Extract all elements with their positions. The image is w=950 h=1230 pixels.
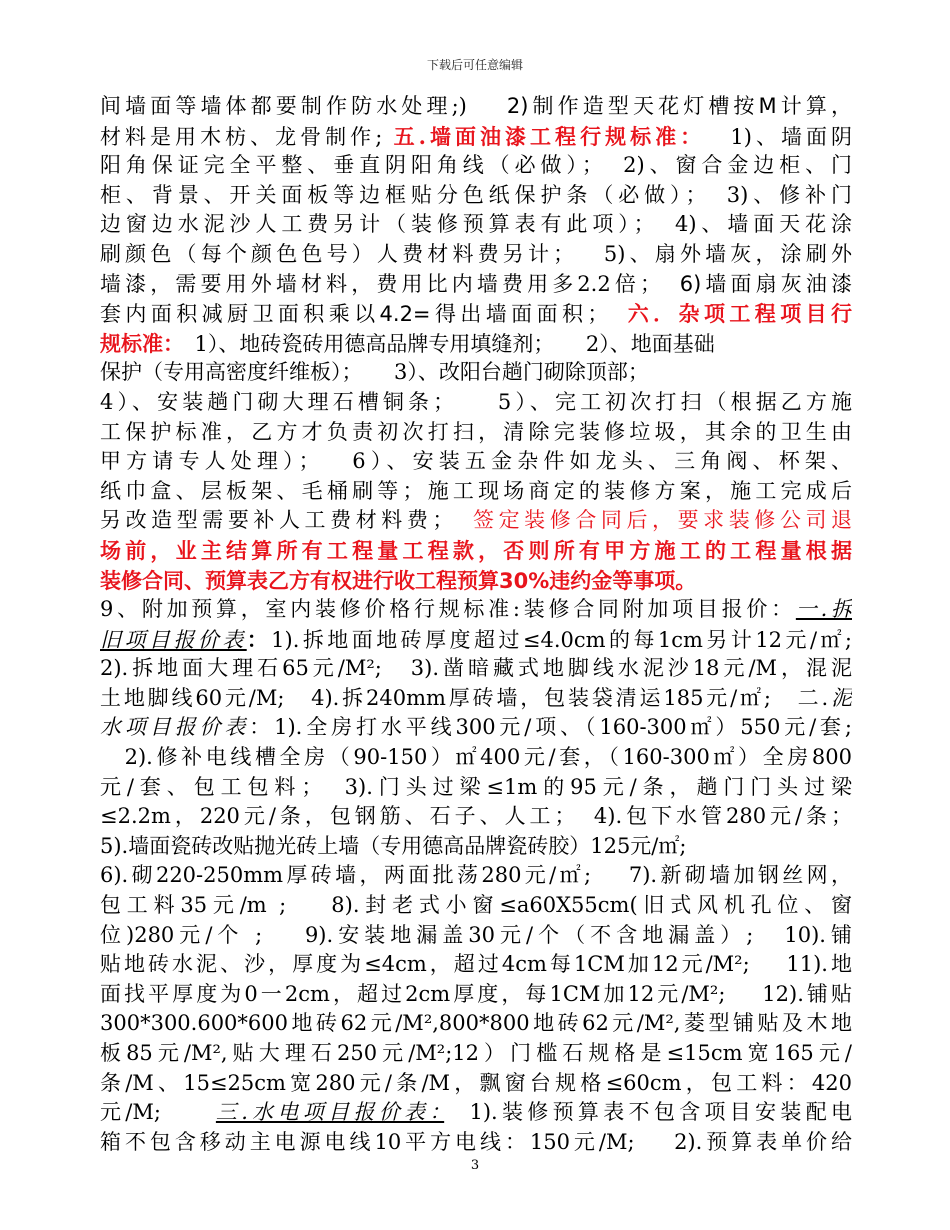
text-run: 制作造型天花灯槽按 (528, 94, 759, 118)
text-run: 计算， (776, 94, 852, 118)
text-line (100, 743, 852, 773)
text-run: 违约金等事项。 (549, 567, 697, 593)
text-run: 1).拆地面地砖厚度超过≤4.0cm的每1cm另计12元/㎡; (271, 627, 852, 652)
text-line (100, 773, 852, 803)
text-run: 三.水电项目报价表： (215, 1100, 445, 1125)
text-line (100, 802, 852, 832)
text-run: 2).拆地面大理石65元/M²; 3).凿暗藏式地脚线水泥沙18元/M，混泥 (100, 656, 852, 681)
text-run: 2) (506, 94, 529, 118)
text-run: 六．杂项工程项目行 (627, 301, 852, 327)
text-line (100, 92, 852, 122)
text-run: 水项目报价表 (100, 715, 250, 740)
text-run: 9、附加预算，室内装修价格行规标准:装修合同附加项目报价： (100, 597, 796, 622)
document-body (100, 92, 852, 1157)
text-run: 旧项目报价表 (100, 627, 247, 652)
page-header: 下载后可任意编辑 (426, 58, 523, 72)
text-run: 墙面扇灰油漆 (701, 271, 852, 296)
text-run: 纸巾盒、层板架、毛桶刷等；施工现场商定的装修方案，施工完成后 (100, 478, 852, 503)
text-line (100, 861, 852, 891)
page-number: 3 (470, 1158, 480, 1173)
text-run: 1)、墙面阴 (694, 124, 852, 149)
text-line (100, 1098, 852, 1128)
text-run: 间墙面等墙体都要制作防水处理;) (100, 94, 507, 118)
text-line (100, 1009, 852, 1039)
text-line (100, 181, 852, 211)
text-run: 条/M、15≤25cm宽280元/条/M，飘窗台规格≤60cm，包工料：420 (100, 1070, 852, 1095)
text-line (100, 832, 852, 862)
text-line (100, 329, 852, 359)
text-run: 得出墙面面积； (430, 302, 628, 327)
text-line (100, 151, 852, 181)
text-run: 板85元/M²,贴大理石250元/M²;12）门槛石规格是≤15cm宽165元/ (100, 1041, 852, 1065)
text-run: 材料是用木枋、龙骨制作; (100, 124, 383, 149)
text-run: 6) (679, 271, 702, 296)
text-line (100, 477, 852, 507)
text-run: 6).砌220-250mm厚砖墙，两面批荡280元/㎡; 7).新砌墙加钢丝网， (100, 863, 852, 888)
text-run: ： (246, 626, 272, 652)
text-line (100, 713, 852, 743)
text-line (100, 950, 852, 980)
text-line (100, 506, 852, 536)
text-line (100, 358, 852, 388)
text-run: ≤2.2m，220元/条，包钢筋、石子、人工； 4).包下水管280元/条； (100, 804, 852, 829)
text-line (100, 210, 852, 240)
text-run: 面找平厚度为0一2cm，超过2cm厚度，每1CM加12元/M²; 12).铺贴 (100, 981, 852, 1006)
text-run: 甲方请专人处理）； 6）、安装五金杂件如龙头、三角阀、杯架、 (100, 449, 852, 474)
text-run: 贴地砖水泥、沙，厚度为≤4cm，超过4cm每1CM加12元/M²; 11).地 (100, 952, 852, 977)
text-run: 1).装修预算表不包含项目安装配电 (444, 1100, 852, 1125)
text-run: 阳角保证完全平整、垂直阴阳角线（必做）； 2)、窗合金边柜、门 (100, 153, 852, 178)
text-run: 装修合同、预算表乙方有权进行收工程预算 (100, 567, 499, 593)
text-run: 4）、安装趟门砌大理石槽铜条； 5）、完工初次打扫（根据乙方施 (100, 389, 852, 414)
text-line (100, 980, 852, 1010)
text-run: 300*300.600*600地砖62元/M²,800*800地砖62元/M²,菱型铺贴及木地 (100, 1011, 852, 1036)
text-run: 包工料35元/m ; 8).封老式小窗≤a60X55cm(旧式风机孔位、窗 (100, 893, 852, 918)
text-line (100, 1069, 852, 1099)
text-run: 一.拆 (795, 597, 852, 622)
text-line (100, 447, 852, 477)
text-line (100, 566, 852, 596)
text-line (100, 240, 852, 270)
text-run: 五.墙面油漆工程行规标准： (382, 123, 695, 149)
text-run: 30% (499, 568, 550, 593)
text-line (100, 536, 852, 566)
text-line (100, 270, 852, 300)
text-run: 刷颜色（每个颜色色号）人费材料费另计； 5)、扇外墙灰，涂刷外 (100, 241, 852, 266)
text-run: 保护（专用高密度纤维板）； 3）、改阳台趟门砌除顶部； (100, 360, 649, 385)
text-line (100, 625, 852, 655)
text-run: 5).墙面瓷砖改贴抛光砖上墙（专用德高品牌瓷砖胶）125元/㎡; (100, 833, 687, 858)
text-run: 箱不包含移动主电源电线10平方电线：150元/M; 2).预算表单价给 (100, 1129, 852, 1154)
text-line (100, 921, 852, 951)
text-line (100, 684, 852, 714)
text-line (100, 299, 852, 329)
text-run: 土地脚线60元/M; 4).拆240mm厚砖墙，包装袋清运185元/㎡; 二. (100, 685, 829, 710)
text-line (100, 595, 852, 625)
text-run: M (758, 94, 777, 118)
text-run: 墙漆，需要用外墙材料，费用比内墙费用多2.2倍； (100, 271, 680, 296)
text-run: ：1).全房打水平线300元/项、（160-300㎡）550元/套; (249, 715, 852, 740)
text-run: 套内面积减厨卫面积乘以 (100, 302, 380, 327)
text-run: 2).修补电线槽全房（90-150）㎡400元/套，（160-300㎡）全房800 (100, 745, 852, 770)
text-line (100, 1128, 852, 1158)
text-line (100, 654, 852, 684)
text-run: 元/M; (100, 1100, 216, 1125)
text-run: 柜、背景、开关面板等边框贴分色纸保护条（必做）； 3)、修补门 (100, 182, 852, 207)
text-run: 泥 (828, 685, 852, 710)
text-run: 工保护标准，乙方才负责初次打扫，清除完装修垃圾，其余的卫生由 (100, 419, 852, 444)
text-run: 边窗边水泥沙人工费另计（装修预算表有此项）； 4)、墙面天花涂 (100, 212, 852, 237)
text-run: 签定装修合同后，要求装修公司退 (473, 508, 852, 533)
text-line (100, 891, 852, 921)
text-run: 另改造型需要补人工费材料费； (100, 508, 474, 533)
text-run: 1）、地砖瓷砖用德高品牌专用填缝剂； 2）、地面基础 (173, 331, 715, 356)
text-line (100, 388, 852, 418)
text-run: 元/套、包工包料； 3).门头过梁≤1m的95元/条，趟门门头过梁 (100, 774, 852, 799)
text-run: 规标准： (100, 330, 174, 356)
text-line (100, 122, 852, 152)
text-run: 场前，业主结算所有工程量工程款，否则所有甲方施工的工程量根据 (100, 537, 852, 563)
text-run: 4.2= (379, 302, 431, 327)
text-run: 位)280元/个 ; 9).安装地漏盖30元/个（不含地漏盖）; 10).铺 (100, 922, 852, 947)
text-line (100, 1039, 852, 1069)
text-line (100, 418, 852, 448)
